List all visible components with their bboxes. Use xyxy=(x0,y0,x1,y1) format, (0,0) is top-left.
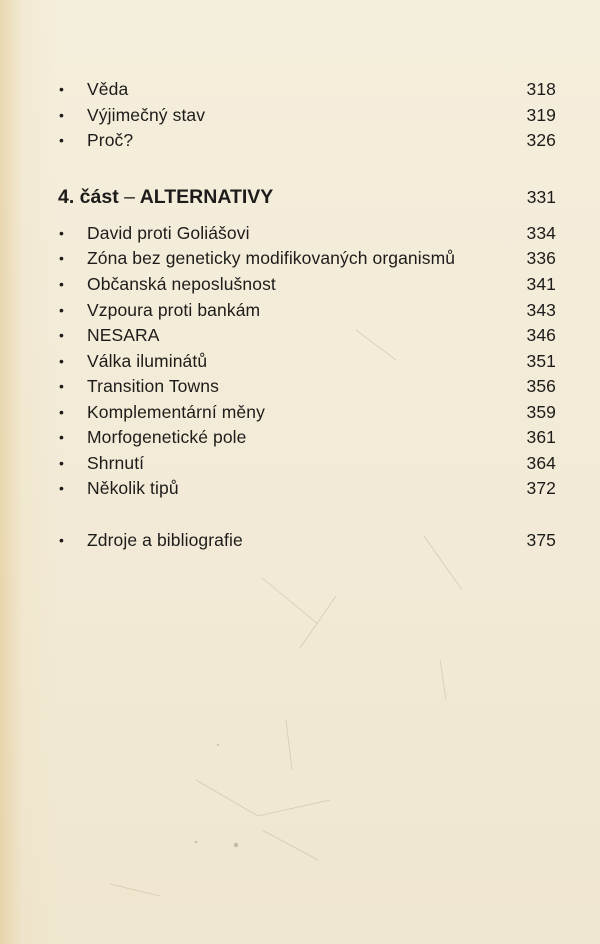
toc-entry xyxy=(58,323,556,347)
entry-title: Morfogenetické pole xyxy=(87,426,247,447)
toc-entry xyxy=(58,425,556,449)
toc-entry xyxy=(58,298,556,322)
entry-title: Vzpoura proti bankám xyxy=(87,299,261,320)
bullet: • xyxy=(59,532,65,548)
entry-page-number: 372 xyxy=(526,477,556,498)
section-number: 4. část xyxy=(58,185,119,208)
toc-entry xyxy=(58,246,556,270)
entry-title: NESARA xyxy=(87,324,160,345)
entry-page-number: 356 xyxy=(526,375,556,396)
entry-page-number: 375 xyxy=(526,529,556,550)
bullet: • xyxy=(59,302,65,318)
entry-title: Komplementární měny xyxy=(87,401,265,422)
toc-entry xyxy=(58,476,556,500)
entry-title: Transition Towns xyxy=(87,375,219,396)
entry-title: Zóna bez geneticky modifikovaných organismů xyxy=(87,247,456,268)
entry-title: Občanská neposlušnost xyxy=(87,273,276,294)
entry-title: Shrnutí xyxy=(87,452,145,473)
entry-page-number: 336 xyxy=(526,247,556,268)
toc-entry xyxy=(58,221,556,245)
entry-title: Věda xyxy=(87,78,129,99)
bullet: • xyxy=(59,480,65,496)
section-name: ALTERNATIVY xyxy=(139,185,274,208)
bullet: • xyxy=(59,429,65,445)
entry-page-number: 318 xyxy=(526,78,556,99)
entry-page-number: 343 xyxy=(526,299,556,320)
bullet: • xyxy=(59,276,65,292)
section-title xyxy=(58,186,516,209)
toc-entry xyxy=(58,77,556,101)
entry-title: Několik tipů xyxy=(87,477,179,498)
section-dash: – xyxy=(124,185,135,208)
toc-entry xyxy=(58,374,556,398)
entry-page-number: 359 xyxy=(526,401,556,422)
toc-entry xyxy=(58,400,556,424)
entry-title: Zdroje a bibliografie xyxy=(87,529,243,550)
toc-entry xyxy=(58,349,556,373)
entry-page-number: 334 xyxy=(526,222,556,243)
section-page-number: 331 xyxy=(526,186,556,207)
bullet: • xyxy=(59,132,65,148)
entry-page-number: 351 xyxy=(526,350,556,371)
entry-page-number: 346 xyxy=(526,324,556,345)
entry-title: David proti Goliášovi xyxy=(87,222,250,243)
bullet: • xyxy=(59,107,65,123)
bullet: • xyxy=(59,81,65,97)
toc-entry xyxy=(58,272,556,296)
bullet: • xyxy=(59,455,65,471)
toc-entry xyxy=(58,128,556,152)
bullet: • xyxy=(59,327,65,343)
entry-page-number: 364 xyxy=(526,452,556,473)
bullet: • xyxy=(59,378,65,394)
bullet: • xyxy=(59,404,65,420)
bullet: • xyxy=(59,225,65,241)
toc-entry xyxy=(58,528,556,552)
entry-page-number: 361 xyxy=(526,426,556,447)
bullet: • xyxy=(59,353,65,369)
toc-entry xyxy=(58,451,556,475)
entry-page-number: 319 xyxy=(526,104,556,125)
entry-page-number: 341 xyxy=(526,273,556,294)
entry-title: Proč? xyxy=(87,129,134,150)
toc-entry xyxy=(58,103,556,127)
entry-page-number: 326 xyxy=(526,129,556,150)
entry-title: Válka iluminátů xyxy=(87,350,208,371)
section-heading xyxy=(58,183,556,211)
entry-title: Výjimečný stav xyxy=(87,104,206,125)
bullet: • xyxy=(59,250,65,266)
